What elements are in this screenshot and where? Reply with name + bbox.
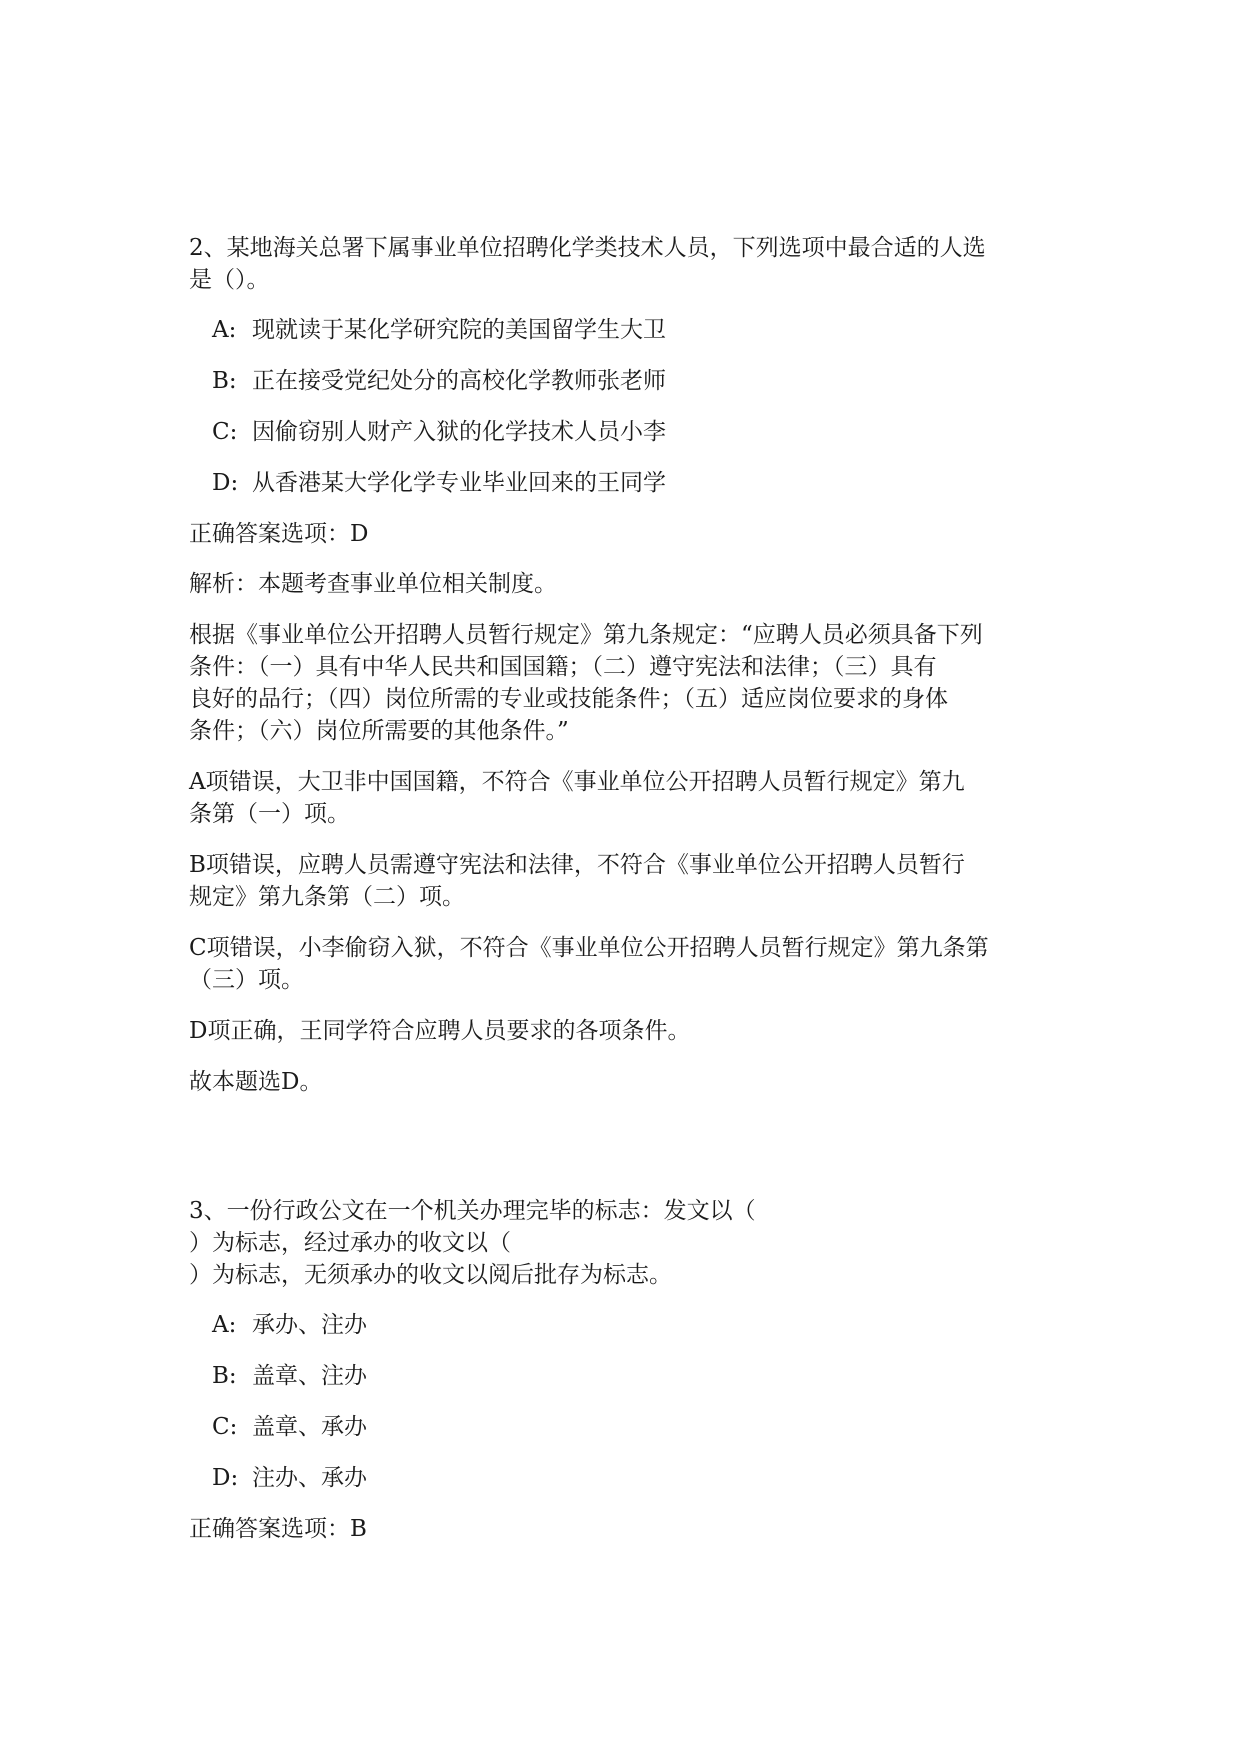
analysis-option-c: C项错误，小李偷窃入狱，不符合《事业单位公开招聘人员暂行规定》第九条第 （三）项。: [189, 935, 989, 993]
option-letter: C:: [212, 419, 238, 445]
question-stem: 2、某地海关总署下属事业单位招聘化学类技术人员，下列选项中最合适的人选 是（）。: [189, 235, 986, 293]
option-letter: D:: [212, 470, 239, 496]
correct-answer: 正确答案选项：B: [189, 1516, 367, 1542]
option-text: 从香港某大学化学专业毕业回来的王同学: [252, 470, 666, 496]
option-a: [212, 314, 1059, 346]
option-b: [212, 1360, 1059, 1392]
analysis-option-a: A项错误，大卫非中国国籍，不符合《事业单位公开招聘人员暂行规定》第九 条第（一）项。: [189, 769, 965, 827]
question-3: [189, 1195, 1059, 1545]
option-letter: A:: [212, 1312, 237, 1338]
document-page: [189, 232, 1059, 1563]
analysis-option-d: D项正确，王同学符合应聘人员要求的各项条件。: [189, 1018, 691, 1044]
option-b: [212, 365, 1059, 397]
question-2: [189, 232, 1059, 1098]
option-letter: C:: [212, 1414, 238, 1440]
option-a: [212, 1309, 1059, 1341]
analysis-intro: 解析：本题考查事业单位相关制度。: [189, 571, 557, 597]
analysis-option-b: B项错误，应聘人员需遵守宪法和法律，不符合《事业单位公开招聘人员暂行 规定》第九条第（二）项。: [189, 852, 965, 910]
option-text: 注办、承办: [252, 1465, 367, 1491]
option-text: 正在接受党纪处分的高校化学教师张老师: [252, 368, 666, 394]
option-letter: B:: [212, 368, 237, 394]
option-d: [212, 1462, 1059, 1494]
option-text: 承办、注办: [252, 1312, 367, 1338]
analysis-conclusion: 故本题选D。: [189, 1069, 323, 1095]
option-d: [212, 467, 1059, 499]
option-letter: D:: [212, 1465, 239, 1491]
option-text: 盖章、注办: [252, 1363, 367, 1389]
analysis-regulation: 根据《事业单位公开招聘人员暂行规定》第九条规定：“应聘人员必须具备下列 条件：（一）具有中华人民共和国国籍；（二）遵守宪法和法律；（三）具有 良好的品行；（四）岗位所需的专业或技能条件；（五）适应岗位要求的身体 条件；（六）岗位所需要的其他条件。”: [189, 622, 983, 744]
option-text: 现就读于某化学研究院的美国留学生大卫: [252, 317, 666, 343]
option-text: 因偷窃别人财产入狱的化学技术人员小李: [252, 419, 666, 445]
correct-answer: 正确答案选项：D: [189, 521, 369, 547]
option-letter: A:: [212, 317, 237, 343]
question-stem: 3、一份行政公文在一个机关办理完毕的标志：发文以（ ）为标志，经过承办的收文以（ ）为标志，无须承办的收文以阅后批存为标志。: [189, 1198, 756, 1288]
option-letter: B:: [212, 1363, 237, 1389]
option-c: [212, 416, 1059, 448]
option-text: 盖章、承办: [252, 1414, 367, 1440]
option-c: [212, 1411, 1059, 1443]
